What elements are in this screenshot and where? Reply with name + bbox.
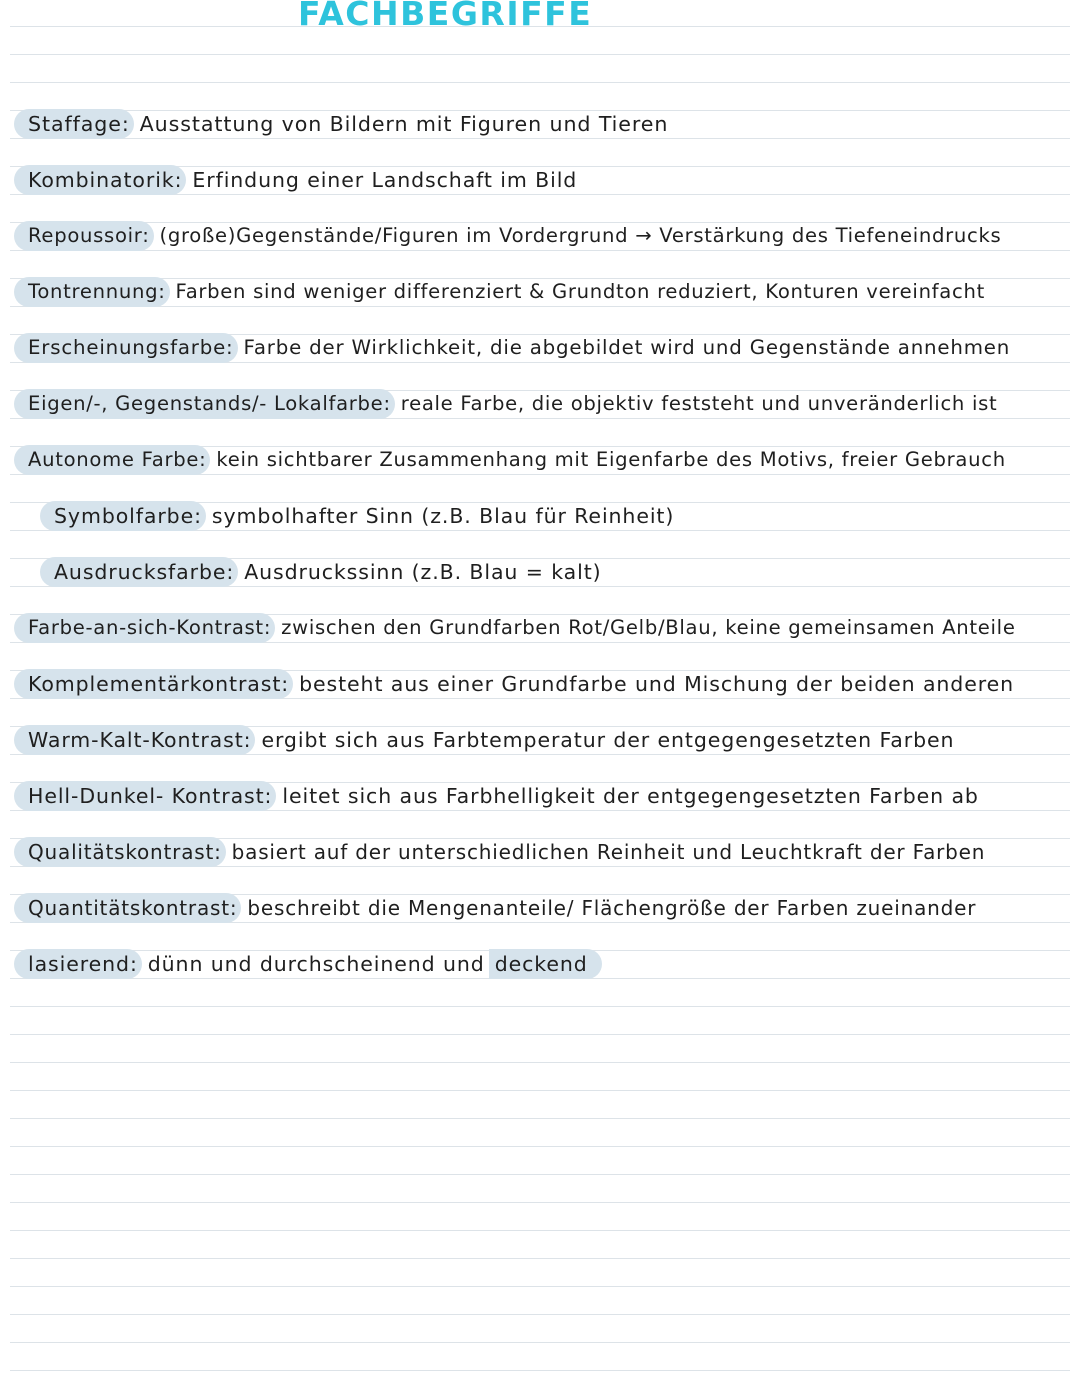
term-label: Hell-Dunkel- Kontrast:: [14, 781, 276, 811]
definition-text: Farbe der Wirklichkeit, die abgebildet wird und Gegenstände annehmen: [243, 336, 1011, 359]
definition-text: Ausstattung von Bildern mit Figuren und Tieren: [139, 112, 669, 136]
entry-hell-dunkel-kontrast: [14, 781, 979, 811]
definition-text: leitet sich aus Farbhelligkeit der entgegengesetzten Farben ab: [282, 784, 979, 808]
entry-tontrennung: [14, 277, 985, 307]
page-title: FACHBEGRIFFE: [298, 0, 593, 33]
definition-text: reale Farbe, die objektiv feststeht und unveränderlich ist: [400, 392, 998, 415]
entry-quantitaetskontrast: [14, 893, 976, 923]
definition-text: Farben sind weniger differenziert & Grundton reduziert, Konturen vereinfacht: [175, 280, 985, 303]
definition-text: (große)Gegenstände/Figuren im Vordergrund → Verstärkung des Tiefeneindrucks: [159, 224, 1002, 247]
entry-symbolfarbe: [40, 501, 674, 531]
entry-lasierend: [14, 949, 602, 979]
definition-text: symbolhafter Sinn (z.B. Blau für Reinheit): [211, 504, 675, 528]
term-label: Ausdrucksfarbe:: [40, 557, 238, 587]
term-label: Tontrennung:: [14, 277, 170, 307]
definition-text: basiert auf der unterschiedlichen Reinheit und Leuchtkraft der Farben: [231, 840, 986, 864]
term-label: Eigen/-, Gegenstands/- Lokalfarbe:: [14, 389, 395, 419]
entry-ausdrucksfarbe: [40, 557, 602, 587]
definition-text: Ausdruckssinn (z.B. Blau = kalt): [244, 560, 602, 584]
highlighted-term-deckend: deckend: [489, 949, 602, 979]
definition-text: beschreibt die Mengenanteile/ Flächengröße der Farben zueinander: [247, 896, 977, 920]
term-label: Komplementärkontrast:: [14, 669, 293, 699]
right-margin: [1070, 0, 1080, 1397]
entry-qualitaetskontrast: [14, 837, 985, 867]
definition-text: kein sichtbarer Zusammenhang mit Eigenfarbe des Motivs, freier Gebrauch: [216, 448, 1006, 471]
entry-autonome-farbe: [14, 445, 1006, 475]
entry-repoussoir: [14, 221, 1001, 251]
term-label: Autonome Farbe:: [14, 445, 210, 475]
term-label: Symbolfarbe:: [40, 501, 206, 531]
term-label: Farbe-an-sich-Kontrast:: [14, 613, 275, 643]
entry-komplementaerkontrast: [14, 669, 1014, 699]
term-label: Erscheinungsfarbe:: [14, 333, 238, 363]
term-label: Kombinatorik:: [14, 165, 186, 195]
term-label: Repoussoir:: [14, 221, 154, 251]
definition-text: besteht aus einer Grundfarbe und Mischung der beiden anderen: [299, 672, 1015, 696]
definition-text: dünn und durchscheinend und: [147, 952, 485, 976]
definition-text: Erfindung einer Landschaft im Bild: [192, 168, 578, 192]
term-label: lasierend:: [14, 949, 142, 979]
term-label: Qualitätskontrast:: [14, 837, 226, 867]
term-label: Warm-Kalt-Kontrast:: [14, 725, 255, 755]
entry-warm-kalt-kontrast: [14, 725, 954, 755]
term-label: Quantitätskontrast:: [14, 893, 241, 923]
entry-lokalfarbe: [14, 389, 997, 419]
entry-staffage: [14, 109, 668, 139]
entry-kombinatorik: [14, 165, 577, 195]
left-margin: [0, 0, 10, 1397]
term-label: Staffage:: [14, 109, 134, 139]
entry-farbe-an-sich-kontrast: [14, 613, 1016, 643]
entry-erscheinungsfarbe: [14, 333, 1010, 363]
definition-text: ergibt sich aus Farbtemperatur der entgegengesetzten Farben: [261, 728, 955, 752]
definition-text: zwischen den Grundfarben Rot/Gelb/Blau, keine gemeinsamen Anteile: [281, 616, 1016, 639]
